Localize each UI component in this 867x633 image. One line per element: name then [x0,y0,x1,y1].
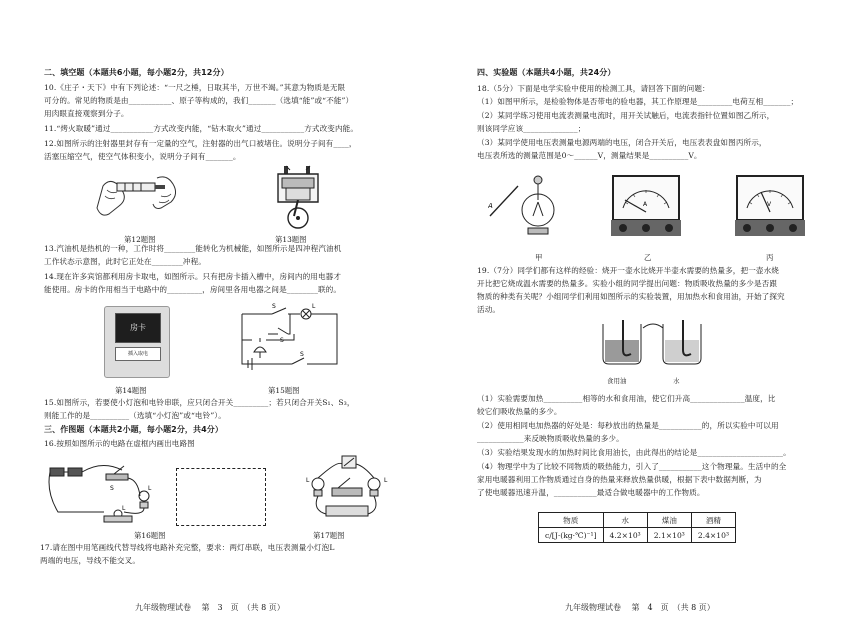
q19-s4b: 家用电暖器利用工作物质通过自身的热量来释放热量供暖，根据下表中数据判断，为 [477,475,762,484]
table-row-label: c/[J·(kg·℃)⁻¹] [539,528,604,543]
svg-text:A: A [643,201,648,208]
voltmeter-figure [733,172,807,242]
physical-circuit-figure-17 [298,454,396,524]
q17-line1: 17.请在图中用笔画线代替导线将电路补充完整，要求：两灯串联，电压表测量小灯泡L [40,543,335,552]
page-footer-right: 九年级物理试卷 第 4 页 （共 8 页） [565,603,715,612]
svg-text:V: V [767,201,772,208]
q11: 11.“烤火取暖”通过___________方式改变内能，“钻木取火”通过___________方式改变内能。 [44,124,359,133]
svg-text:L: L [306,477,310,484]
page-footer-left: 九年级物理试卷 第 3 页 （共 8 页） [135,603,285,612]
table-row [539,528,736,543]
q18-line5: （3）某同学使用电压表测量电源两端的电压，闭合开关后，电压表表盘如图丙所示， [477,138,767,147]
q19-s1a: （1）实验需要加热__________相等的水和食用油，使它们升高______________温度，比 [477,394,776,403]
q19-s4a: （4）物理学中为了比较不同物质的吸热能力，引入了___________这个物理量。生活中的全 [477,462,787,471]
label-oil: 食用油 [607,377,627,385]
svg-text:L: L [122,505,126,512]
exam-page-4 [433,0,867,633]
svg-text:S: S [280,337,284,344]
card-slot-figure [104,306,170,378]
q19-line4: 活动。 [477,305,501,314]
fig-jia-caption: 甲 [535,253,543,262]
q10-line2: 可分的。常见的物质是由___________、原子等构成的，我们_______（选填“能”或“不能”） [44,96,354,105]
q16: 16.按照如图所示的电路在虚框内画出电路图 [44,439,195,448]
q19-s4c: 了使电暖器迅速升温，___________最适合做电暖器中的工作物质。 [477,488,705,497]
q18-line3: （2）某同学练习使用电流表测量电流时，用开关试触后，电流表指针位置如图乙所示， [477,111,775,120]
q10-line1: 10.《庄子・天下》中有下列论述：“一尺之棰，日取其半，万世不竭。”其意为物质是无限 [44,83,346,92]
q19-line2: 开比把它烧成温水需要的热量多。实验小组的同学提出问题：物质吸收热量的多少是否跟 [477,279,778,288]
physical-circuit-figure-16 [44,454,156,526]
section3-title: 三、作图题（本题共2小题，每小题2分，共4分） [44,425,223,434]
fig15-caption: 第15题图 [268,386,300,395]
q19-s3: （3）实验结果发现水的加热时间比食用油长，由此得出的结论是______________________。 [477,448,791,457]
fig-yi-caption: 乙 [644,253,652,262]
q10-line3: 用肉眼直接观察到分子。 [44,109,129,118]
svg-text:L: L [384,477,388,484]
table-header: 物质 [539,513,604,528]
q12-line2: 活塞压缩空气，使空气体积变小，说明分子间有_______。 [44,152,241,161]
q18-line2: （1）如图甲所示，是检验物体是否带电的验电器，其工作原理是_________电荷互相_______； [477,97,799,106]
q17-line2: 两端的电压，导线不能交叉。 [40,556,141,565]
table-cell: 2.1×10³ [647,528,691,543]
q14-line1: 14.现在许多宾馆都利用房卡取电，如图所示。只有把房卡插入槽中，房间内的用电器才 [44,272,342,281]
q18-line6: 电压表所选的测量范围是0～______V，测量结果是__________V。 [477,151,702,160]
fig12-caption: 第12题图 [124,235,156,244]
dashed-drawing-box [176,468,266,526]
table-header-row [539,513,736,528]
svg-text:L: L [312,303,316,310]
q19-line3: 物质的种类有关呢？小组同学们利用如图所示的实验装置，用加热水和食用油，开始了探究 [477,292,785,301]
specific-heat-table [538,512,736,543]
q12-line1: 12.如图所示的注射器里封存有一定量的空气，注射器的出气口被堵住。说明分子间有____， [44,139,357,148]
label-water: 水 [673,377,680,385]
fig-bing-caption: 丙 [766,253,774,262]
q13-line1: 13.汽油机是热机的一种，工作时将________能转化为机械能，如图所示是四冲程汽油机 [44,244,342,253]
card-label: 房卡 [115,313,161,343]
q14-line2: 能使用。房卡的作用相当于电路中的_________，房间里各用电器之间是________联的。 [44,285,342,294]
q19-s1b: 较它们吸收热量的多少。 [477,407,562,416]
circuit-figure-15 [234,302,346,380]
q18-line4: 则该同学应该______________； [477,124,586,133]
fig17-caption: 第17题图 [313,531,345,540]
engine-cylinder-figure [268,160,328,232]
fig14-caption: 第14题图 [115,386,147,395]
card-slot-label: 插入取电 [115,347,161,361]
svg-text:S: S [272,303,276,310]
q15-line2: 则能工作的是__________（选填“小灯泡”或“电铃”）。 [44,411,226,420]
svg-text:S: S [110,485,114,492]
q13-line2: 工作状态示意图，此时它正处在________冲程。 [44,257,206,266]
q19-line1: 19.（7分）同学们都有这样的经验：烧开一壶水比烧开半壶水需要的热量多，把一壶水烧 [477,266,779,275]
syringe-figure [95,166,185,226]
table-header: 煤油 [647,513,691,528]
q18-line1: 18.（5分）下面是电学实验中使用的检测工具，请回答下面的问题： [477,84,710,93]
fig13-caption: 第13题图 [275,235,307,244]
table-header: 水 [603,513,647,528]
beakers-figure [593,318,713,374]
q15-line1: 15.如图所示，若要使小灯泡和电铃串联，应只闭合开关_________；若只闭合开关S₁、S₃， [44,398,355,407]
svg-text:L: L [148,485,152,492]
fig16-caption: 第16题图 [134,531,166,540]
svg-text:A: A [488,202,493,210]
section4-title: 四、实验题（本题共4小题，共24分） [477,68,616,77]
table-cell: 2.4×10³ [691,528,735,543]
svg-text:S: S [300,351,304,358]
q19-s2b: ____________来反映物质吸收热量的多少。 [477,434,624,443]
exam-page-3 [0,0,433,633]
ammeter-figure [609,172,683,242]
section2-title: 二、填空题（本题共6小题，每小题2分，共12分） [44,68,229,77]
electroscope-figure [488,172,560,242]
table-header: 酒精 [691,513,735,528]
q19-s2a: （2）使用相同电加热器的好处是：每秒放出的热量是___________的，所以实验中可以用 [477,421,779,430]
table-cell: 4.2×10³ [603,528,647,543]
